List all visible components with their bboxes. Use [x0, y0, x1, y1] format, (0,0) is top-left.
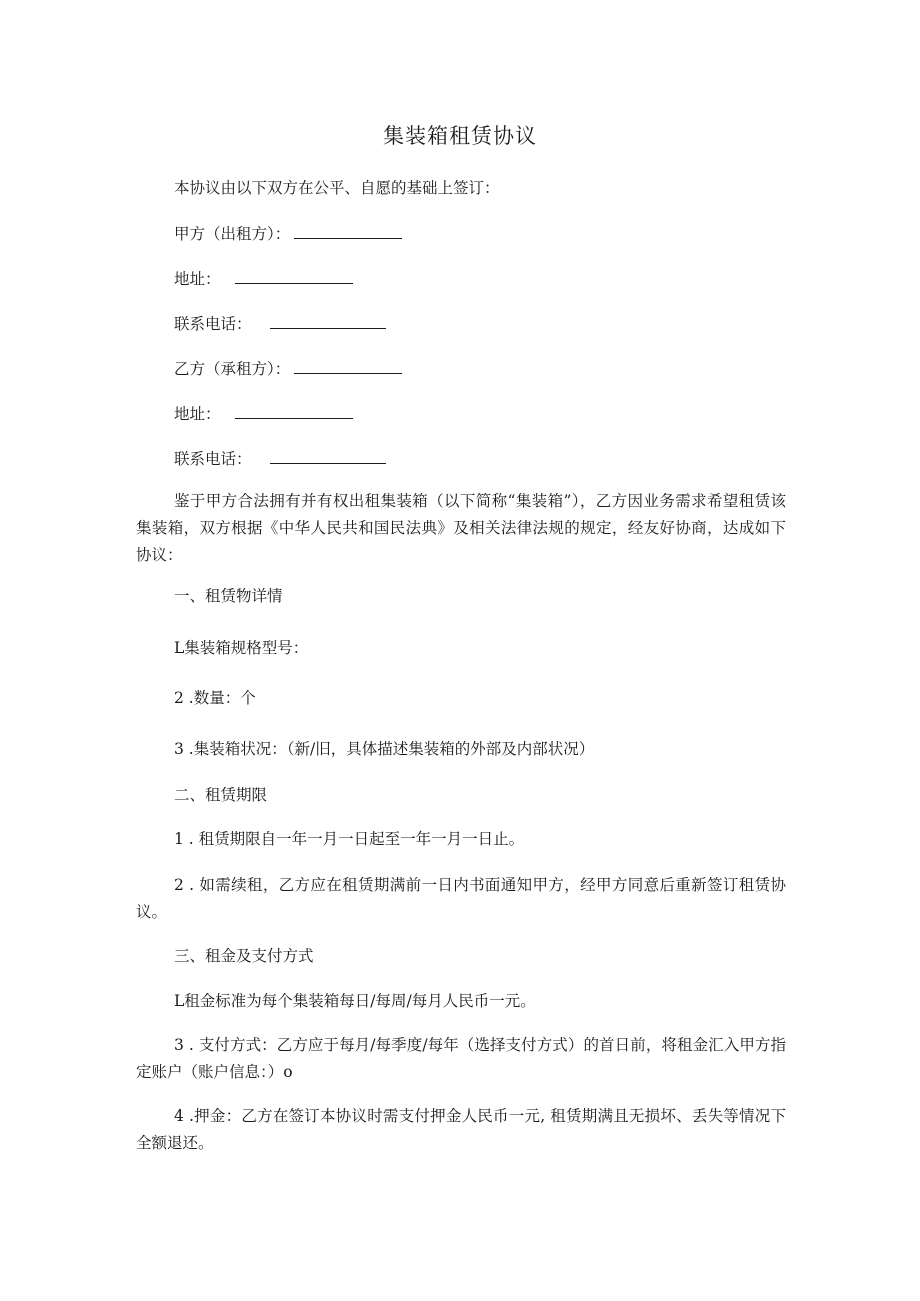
- section-1-item-3: 3 .集装箱状况：（新/旧，具体描述集装箱的外部及内部状况）: [174, 740, 595, 758]
- section-3-item-3: 4 .押金：乙方在签订本协议时需支付押金人民币一元, 租赁期满且无损坏、丢失等情况下全额退还。: [136, 1107, 786, 1152]
- section-2-item-2: 2 . 如需续租，乙方应在租赁期满前一日内书面通知甲方，经甲方同意后重新签订租赁协议。: [136, 876, 786, 921]
- party-a-phone-row: [174, 312, 386, 336]
- section-1-item-2: 2 .数量：个: [174, 689, 256, 707]
- section-1-item-1: L集装箱规格型号：: [174, 639, 309, 657]
- party-a-row: [174, 222, 402, 246]
- party-a-address-blank: [235, 268, 353, 284]
- party-a-address-label: 地址：: [174, 270, 221, 288]
- intro-text: 本协议由以下双方在公平、自愿的基础上签订：: [174, 179, 500, 197]
- party-b-blank: [294, 358, 402, 374]
- section-2-item-1: 1 . 租赁期限自一年一月一日起至一年一月一日止。: [174, 830, 525, 848]
- section-3-item-2: 3 . 支付方式：乙方应于每月/每季度/每年（选择支付方式）的首日前，将租金汇入甲方指定账户（账户信息：）o: [136, 1036, 786, 1081]
- party-b-phone-label: 联系电话：: [174, 450, 252, 468]
- party-a-label: 甲方（出租方）：: [174, 225, 291, 243]
- party-b-address-row: [174, 402, 353, 426]
- document-title: 集装箱租赁协议: [383, 124, 537, 148]
- party-b-phone-row: [174, 447, 386, 471]
- party-a-phone-label: 联系电话：: [174, 315, 252, 333]
- section-3-item-1: L租金标准为每个集装箱每日/每周/每月人民币一元。: [174, 992, 536, 1010]
- party-a-address-row: [174, 267, 353, 291]
- party-a-phone-blank: [270, 313, 386, 329]
- section-2-heading: 二、租赁期限: [174, 786, 268, 804]
- party-b-label: 乙方（承租方）：: [174, 360, 291, 378]
- party-b-row: [174, 357, 402, 381]
- party-b-address-blank: [235, 403, 353, 419]
- section-1-heading: 一、租赁物详情: [174, 587, 283, 605]
- party-b-phone-blank: [270, 448, 386, 464]
- preamble-paragraph: 鉴于甲方合法拥有并有权出租集装箱（以下简称“集装箱”），乙方因业务需求希望租赁该集装箱，双方根据《中华人民共和国民法典》及相关法律法规的规定，经友好协商，达成如下协议：: [136, 492, 786, 564]
- party-b-address-label: 地址：: [174, 405, 221, 423]
- party-a-blank: [294, 223, 402, 239]
- section-3-heading: 三、租金及支付方式: [174, 947, 314, 965]
